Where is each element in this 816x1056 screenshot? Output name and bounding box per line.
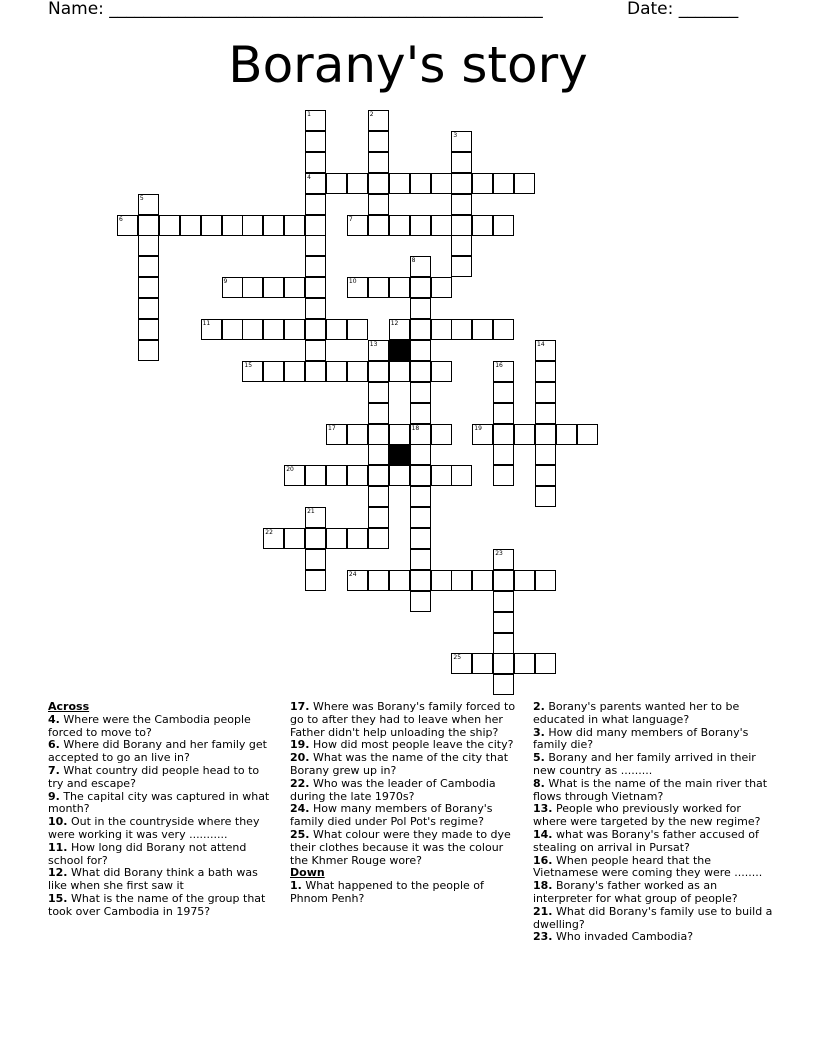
crossword-cell[interactable]	[138, 215, 159, 236]
clue-number: 7.	[48, 763, 60, 777]
crossword-cell[interactable]	[535, 403, 556, 424]
crossword-cell[interactable]	[493, 591, 514, 612]
crossword-cell[interactable]	[493, 424, 514, 445]
crossword-cell[interactable]	[451, 465, 472, 486]
clue-item	[533, 855, 773, 881]
clue-item	[48, 893, 276, 919]
clue-number: 3.	[533, 725, 545, 739]
clue-number: 25.	[290, 827, 310, 841]
black-square	[389, 340, 410, 361]
crossword-cell[interactable]	[514, 424, 535, 445]
cell-number: 11	[202, 320, 211, 327]
clue-text: How many members of Borany's family died under Pol Pot's regime?	[290, 802, 493, 829]
clue-number: 23.	[533, 930, 553, 944]
crossword-cell[interactable]	[514, 653, 535, 674]
crossword-cell[interactable]	[347, 424, 368, 445]
clue-item	[533, 829, 773, 855]
clue-text: Who invaded Cambodia?	[552, 930, 694, 944]
crossword-cell[interactable]	[514, 570, 535, 591]
crossword-cell[interactable]	[410, 465, 431, 486]
crossword-cell[interactable]	[535, 465, 556, 486]
clue-number: 10.	[48, 815, 68, 829]
clue-item	[290, 701, 520, 739]
crossword-cell[interactable]	[180, 215, 201, 236]
crossword-cell[interactable]	[410, 486, 431, 507]
crossword-cell[interactable]	[410, 549, 431, 570]
clue-item	[290, 778, 520, 804]
cell-number: 13	[369, 340, 378, 348]
clue-number: 14.	[533, 827, 553, 841]
crossword-cell[interactable]	[347, 528, 368, 549]
crossword-cell[interactable]	[410, 215, 431, 236]
crossword-cell[interactable]	[242, 215, 263, 236]
crossword-cell[interactable]	[431, 319, 452, 340]
crossword-cell[interactable]	[389, 570, 410, 591]
clue-item	[48, 714, 276, 740]
clue-text: What was the name of the city that Borany grew up in?	[290, 751, 509, 777]
crossword-cell[interactable]	[305, 215, 326, 236]
crossword-cell[interactable]	[410, 570, 431, 591]
clue-number: 19.	[290, 738, 310, 752]
clue-number: 6.	[48, 738, 60, 752]
cell-number: 16	[495, 361, 503, 369]
crossword-cell[interactable]	[410, 403, 431, 424]
clue-number: 12.	[48, 866, 68, 880]
clue-text: Who was the leader of Cambodia during the late 1970s?	[290, 776, 496, 803]
crossword-cell[interactable]	[431, 465, 452, 486]
crossword-cell[interactable]	[263, 277, 284, 298]
clues-column-2	[290, 701, 520, 906]
crossword-cell[interactable]	[368, 277, 389, 298]
crossword-cell[interactable]	[493, 570, 514, 591]
crossword-cell[interactable]	[368, 570, 389, 591]
clue-text: Where was Borany's family forced to go to after they had to leave when her Father didn't help unloading the ship?	[290, 700, 516, 739]
crossword-cell[interactable]	[493, 444, 514, 465]
crossword-cell[interactable]	[368, 465, 389, 486]
clue-item	[533, 906, 773, 932]
crossword-cell[interactable]	[410, 361, 431, 382]
clue-number: 22.	[290, 776, 310, 790]
black-square	[389, 444, 410, 465]
crossword-cell[interactable]	[305, 256, 326, 277]
crossword-cell[interactable]	[222, 215, 243, 236]
crossword-cell[interactable]	[389, 424, 410, 445]
crossword-cell[interactable]	[368, 444, 389, 465]
crossword-cell[interactable]	[138, 319, 159, 340]
crossword-cell[interactable]	[493, 549, 514, 570]
crossword-cell[interactable]	[222, 277, 243, 298]
clue-number: 24.	[290, 802, 310, 816]
crossword-cell[interactable]	[305, 152, 326, 173]
clue-item	[533, 931, 773, 944]
crossword-cell[interactable]	[305, 528, 326, 549]
clue-text: What did Borany's family use to build a dwelling?	[533, 904, 773, 931]
crossword-cell[interactable]	[493, 361, 514, 382]
crossword-cell[interactable]	[263, 319, 284, 340]
clue-text: How did many members of Borany's family die?	[533, 725, 749, 752]
crossword-cell[interactable]	[472, 424, 493, 445]
crossword-cell[interactable]	[389, 173, 410, 194]
cell-number: 20	[286, 466, 294, 474]
clue-text: What colour were they made to dye their clothes because it was the colour the Khmer Rouge wore?	[290, 827, 511, 867]
crossword-cell[interactable]	[284, 215, 305, 236]
crossword-cell[interactable]	[284, 361, 305, 382]
clue-text: Out in the countryside where they were working it was very ...........	[48, 815, 260, 841]
crossword-cell[interactable]	[326, 424, 347, 445]
clue-text: what was Borany's father accused of stealing on arrival in Pursat?	[533, 827, 759, 854]
crossword-cell[interactable]	[451, 235, 472, 256]
crossword-cell[interactable]	[493, 173, 514, 194]
clue-text: Where did Borany and her family get accepted to go an live in?	[48, 738, 267, 765]
crossword-cell[interactable]	[431, 570, 452, 591]
clue-number: 20.	[290, 751, 310, 765]
crossword-cell[interactable]	[138, 256, 159, 277]
clue-item	[48, 867, 276, 893]
crossword-cell[interactable]	[368, 507, 389, 528]
crossword-cell[interactable]	[431, 215, 452, 236]
crossword-cell[interactable]	[451, 215, 472, 236]
crossword-cell[interactable]	[389, 361, 410, 382]
crossword-cell[interactable]	[305, 173, 326, 194]
clue-text: What is the name of the group that took over Cambodia in 1975?	[48, 891, 266, 918]
clue-item	[48, 765, 276, 791]
crossword-cell[interactable]	[305, 570, 326, 591]
crossword-cell[interactable]	[284, 277, 305, 298]
clue-text: People who previously worked for where were targeted by the new regime?	[533, 802, 761, 829]
crossword-cell[interactable]	[389, 277, 410, 298]
crossword-cell[interactable]	[326, 319, 347, 340]
crossword-cell[interactable]	[263, 215, 284, 236]
cell-number: 24	[348, 570, 357, 578]
clue-number: 15.	[48, 891, 68, 905]
cell-number: 21	[307, 508, 315, 516]
clue-text: Where were the Cambodia people forced to move to?	[48, 712, 251, 739]
crossword-cell[interactable]	[222, 319, 243, 340]
crossword-cell[interactable]	[284, 528, 305, 549]
crossword-cell[interactable]	[535, 382, 556, 403]
crossword-cell[interactable]	[451, 256, 472, 277]
clue-number: 16.	[533, 853, 553, 867]
clue-text: How did most people leave the city?	[309, 738, 514, 752]
cell-number: 4	[307, 173, 311, 181]
crossword-cell[interactable]	[242, 277, 263, 298]
crossword-cell[interactable]	[284, 465, 305, 486]
crossword-cell[interactable]	[451, 194, 472, 215]
cell-number: 1	[307, 111, 311, 118]
cell-number: 9	[223, 278, 228, 286]
crossword-cell[interactable]	[138, 340, 159, 361]
clue-number: 2.	[533, 700, 545, 713]
crossword-cell[interactable]	[368, 528, 389, 549]
cell-number: 23	[495, 549, 503, 557]
crossword-cell[interactable]	[326, 528, 347, 549]
crossword-cell[interactable]	[326, 465, 347, 486]
crossword-cell[interactable]	[451, 152, 472, 173]
crossword-cell[interactable]	[410, 444, 431, 465]
crossword-cell[interactable]	[577, 424, 598, 445]
crossword-cell[interactable]	[451, 570, 472, 591]
name-line: Name: ___________________________________________________	[48, 0, 543, 19]
cell-number: 14	[537, 340, 545, 348]
crossword-cell[interactable]	[472, 653, 493, 674]
crossword-cell[interactable]	[305, 235, 326, 256]
clues-column-3	[533, 701, 773, 944]
crossword-cell[interactable]	[305, 110, 326, 131]
crossword-cell[interactable]	[493, 382, 514, 403]
cell-number: 6	[119, 215, 123, 223]
crossword-cell[interactable]	[305, 277, 326, 298]
crossword-cell[interactable]	[410, 528, 431, 549]
crossword-cell[interactable]	[410, 507, 431, 528]
cell-number: 12	[390, 320, 399, 327]
crossword-cell[interactable]	[201, 319, 222, 340]
crossword-cell[interactable]	[535, 570, 556, 591]
crossword-cell[interactable]	[451, 653, 472, 674]
crossword-cell[interactable]	[242, 319, 263, 340]
crossword-cell[interactable]	[368, 173, 389, 194]
clue-number: 5.	[533, 751, 545, 765]
across-heading: Across	[48, 700, 90, 713]
crossword-cell[interactable]	[410, 256, 431, 277]
crossword-cell[interactable]	[451, 319, 472, 340]
crossword-cell[interactable]	[368, 361, 389, 382]
crossword-cell[interactable]	[368, 152, 389, 173]
crossword-cell[interactable]	[493, 653, 514, 674]
cell-number: 7	[348, 215, 353, 223]
crossword-cell[interactable]	[347, 277, 368, 298]
down-heading: Down	[290, 866, 325, 880]
cell-number: 17	[328, 424, 336, 432]
clue-item	[48, 842, 276, 868]
crossword-cell[interactable]	[368, 486, 389, 507]
crossword-cell[interactable]	[535, 361, 556, 382]
crossword-cell[interactable]	[472, 215, 493, 236]
crossword-cell[interactable]	[263, 361, 284, 382]
clue-number: 1.	[290, 879, 302, 893]
cell-number: 8	[411, 257, 416, 265]
clue-item	[533, 803, 773, 829]
crossword-cell[interactable]	[389, 465, 410, 486]
crossword-cell[interactable]	[305, 465, 326, 486]
clue-text: Borany and her family arrived in their new country as .........	[533, 751, 756, 777]
crossword-cell[interactable]	[138, 194, 159, 215]
crossword-cell[interactable]	[368, 131, 389, 152]
crossword-cell[interactable]	[410, 319, 431, 340]
crossword-cell[interactable]	[410, 382, 431, 403]
crossword-cell[interactable]	[368, 215, 389, 236]
crossword-cell[interactable]	[347, 465, 368, 486]
page-title: Borany's story	[228, 36, 588, 94]
crossword-cell[interactable]	[326, 173, 347, 194]
clue-item	[533, 778, 773, 804]
crossword-cell[interactable]	[410, 277, 431, 298]
clue-number: 9.	[48, 789, 60, 803]
clue-text: When people heard that the Vietnamese were coming they were ........	[533, 853, 763, 880]
clue-item	[290, 752, 520, 778]
clue-item	[290, 880, 520, 906]
cell-number: 2	[369, 111, 374, 118]
crossword-cell[interactable]	[347, 173, 368, 194]
crossword-cell[interactable]	[451, 131, 472, 152]
crossword-cell[interactable]	[305, 194, 326, 215]
crossword-cell[interactable]	[368, 340, 389, 361]
clue-text: Borany's father worked as an interpreter for what group of people?	[533, 879, 738, 905]
crossword-cell[interactable]	[535, 340, 556, 361]
crossword-cell[interactable]	[159, 215, 180, 236]
crossword-cell[interactable]	[410, 298, 431, 319]
crossword-cell[interactable]	[326, 361, 347, 382]
crossword-cell[interactable]	[535, 424, 556, 445]
clue-text: The capital city was captured in what month?	[48, 789, 270, 816]
crossword-cell[interactable]	[305, 507, 326, 528]
clue-number: 17.	[290, 700, 310, 713]
crossword-cell[interactable]	[284, 319, 305, 340]
crossword-cell[interactable]	[472, 173, 493, 194]
clue-number: 11.	[48, 840, 68, 854]
crossword-cell[interactable]	[410, 173, 431, 194]
clue-text: What country did people head to to try and escape?	[48, 763, 260, 790]
cell-number: 5	[139, 194, 144, 202]
clue-text: What happened to the people of Phnom Penh?	[290, 879, 484, 905]
crossword-cell[interactable]	[514, 173, 535, 194]
crossword-cell[interactable]	[368, 194, 389, 215]
crossword-cell[interactable]	[472, 570, 493, 591]
crossword-cell[interactable]	[410, 424, 431, 445]
clue-list-col1	[48, 714, 276, 919]
crossword-cell[interactable]	[493, 465, 514, 486]
clue-text: How long did Borany not attend school for?	[48, 840, 247, 867]
crossword-cell[interactable]	[431, 424, 452, 445]
crossword-cell[interactable]	[347, 319, 368, 340]
crossword-cell[interactable]	[138, 298, 159, 319]
crossword-cell[interactable]	[368, 382, 389, 403]
cell-number: 25	[453, 654, 462, 662]
crossword-cell[interactable]	[431, 277, 452, 298]
crossword-cell[interactable]	[347, 570, 368, 591]
clue-item	[533, 880, 773, 906]
crossword-cell[interactable]	[347, 215, 368, 236]
crossword-cell[interactable]	[117, 215, 138, 236]
clue-item	[290, 803, 520, 829]
crossword-cell[interactable]	[410, 591, 431, 612]
cell-number: 18	[411, 424, 420, 432]
crossword-cell[interactable]	[431, 173, 452, 194]
crossword-cell[interactable]	[305, 340, 326, 361]
clue-list-col2-across	[290, 701, 520, 867]
crossword-cell[interactable]	[305, 298, 326, 319]
cell-number: 22	[265, 529, 273, 536]
clue-item	[290, 829, 520, 867]
clue-item	[533, 701, 773, 727]
clue-number: 8.	[533, 776, 545, 790]
clue-number: 4.	[48, 712, 60, 726]
crossword-cell[interactable]	[305, 131, 326, 152]
crossword-cell[interactable]	[535, 486, 556, 507]
clue-number: 13.	[533, 802, 553, 816]
cell-number: 15	[244, 361, 253, 369]
crossword-cell[interactable]	[347, 361, 368, 382]
crossword-cell[interactable]	[410, 340, 431, 361]
crossword-cell[interactable]	[138, 277, 159, 298]
clue-text: What is the name of the main river that flows through Vietnam?	[533, 776, 768, 803]
cell-number: 3	[453, 131, 458, 139]
clue-number: 21.	[533, 904, 553, 918]
clue-item	[48, 739, 276, 765]
crossword-cell[interactable]	[368, 110, 389, 131]
clue-item	[48, 816, 276, 842]
clue-list-col3	[533, 701, 773, 944]
crossword-cell[interactable]	[389, 319, 410, 340]
crossword-cell[interactable]	[493, 674, 514, 695]
crossword-cell[interactable]	[138, 235, 159, 256]
crossword-cell[interactable]	[556, 424, 577, 445]
crossword-cell[interactable]	[493, 612, 514, 633]
clue-text: Borany's parents wanted her to be educated in what language?	[533, 700, 740, 726]
crossword-cell[interactable]	[201, 215, 222, 236]
crossword-cell[interactable]	[431, 361, 452, 382]
crossword-cell[interactable]	[451, 173, 472, 194]
clue-list-col2-down	[290, 880, 520, 906]
clue-number: 18.	[533, 879, 553, 893]
crossword-cell[interactable]	[389, 215, 410, 236]
crossword-cell[interactable]	[305, 361, 326, 382]
crossword-cell[interactable]	[535, 444, 556, 465]
clue-item	[48, 791, 276, 817]
crossword-cell[interactable]	[368, 403, 389, 424]
clue-text: What did Borany think a bath was like when she first saw it	[48, 866, 258, 893]
crossword-cell[interactable]	[493, 215, 514, 236]
clue-item	[533, 752, 773, 778]
crossword-cell[interactable]	[305, 319, 326, 340]
crossword-cell[interactable]	[472, 319, 493, 340]
cell-number: 10	[348, 278, 357, 286]
clues-column-1	[48, 701, 276, 919]
crossword-cell[interactable]	[535, 653, 556, 674]
crossword-cell[interactable]	[368, 424, 389, 445]
crossword-cell[interactable]	[263, 528, 284, 549]
crossword-cell[interactable]	[493, 403, 514, 424]
clue-item	[533, 727, 773, 753]
cell-number: 19	[474, 424, 482, 432]
date-line: Date: _______	[627, 0, 739, 19]
crossword-cell[interactable]	[305, 549, 326, 570]
crossword-cell[interactable]	[493, 319, 514, 340]
crossword-cell[interactable]	[242, 361, 263, 382]
crossword-cell[interactable]	[493, 633, 514, 654]
